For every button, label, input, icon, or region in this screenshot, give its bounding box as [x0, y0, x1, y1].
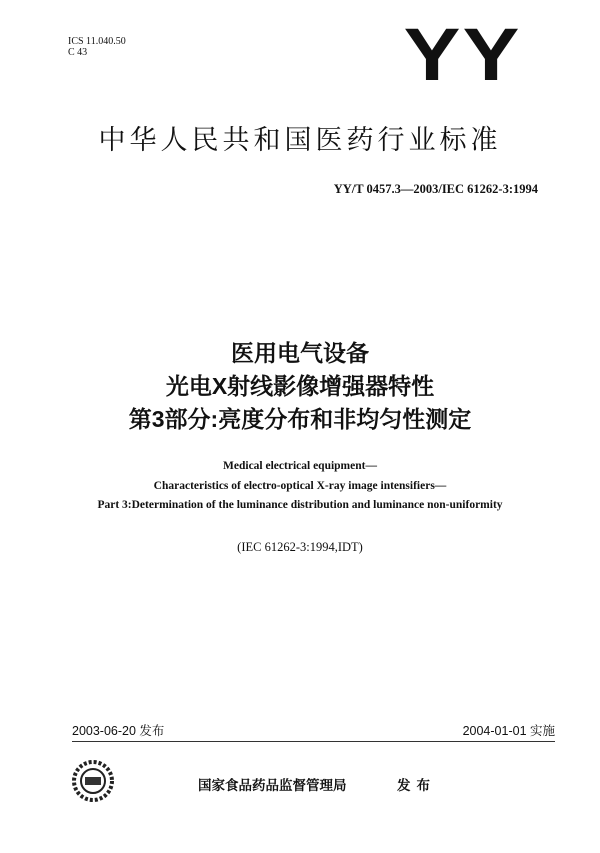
issue-date: 2003-06-20 发布	[72, 724, 165, 738]
title-cn-line-1: 医用电气设备	[231, 340, 369, 366]
issuing-authority: 国家食品药品监督管理局	[198, 778, 347, 793]
effective-date: 2004-01-01 实施	[462, 724, 555, 738]
title-en-line-1: Medical electrical equipment—	[223, 460, 377, 472]
publish-label: 发布	[397, 778, 436, 793]
agency-seal-icon	[72, 760, 114, 802]
standard-code: YY/T 0457.3—2003/IEC 61262-3:1994	[333, 182, 538, 196]
title-en-line-2: Characteristics of electro-optical X-ray image intensifiers—	[153, 480, 447, 492]
ccs-code: C 43	[68, 47, 88, 58]
title-en-line-3: Part 3:Determination of the luminance distribution and luminance non-uniformity	[97, 499, 503, 511]
classification-codes	[68, 36, 126, 58]
yy-logo: YY	[403, 13, 522, 96]
divider	[72, 741, 555, 742]
equivalence-note: (IEC 61262-3:1994,IDT)	[237, 540, 363, 554]
title-cn-line-2: 光电X射线影像增强器特性	[165, 373, 435, 399]
ics-code: ICS 11.040.50	[68, 36, 126, 47]
national-standard-heading: 中华人民共和国医药行业标准	[98, 125, 502, 155]
title-cn-line-3: 第3部分:亮度分布和非均匀性测定	[128, 406, 472, 432]
